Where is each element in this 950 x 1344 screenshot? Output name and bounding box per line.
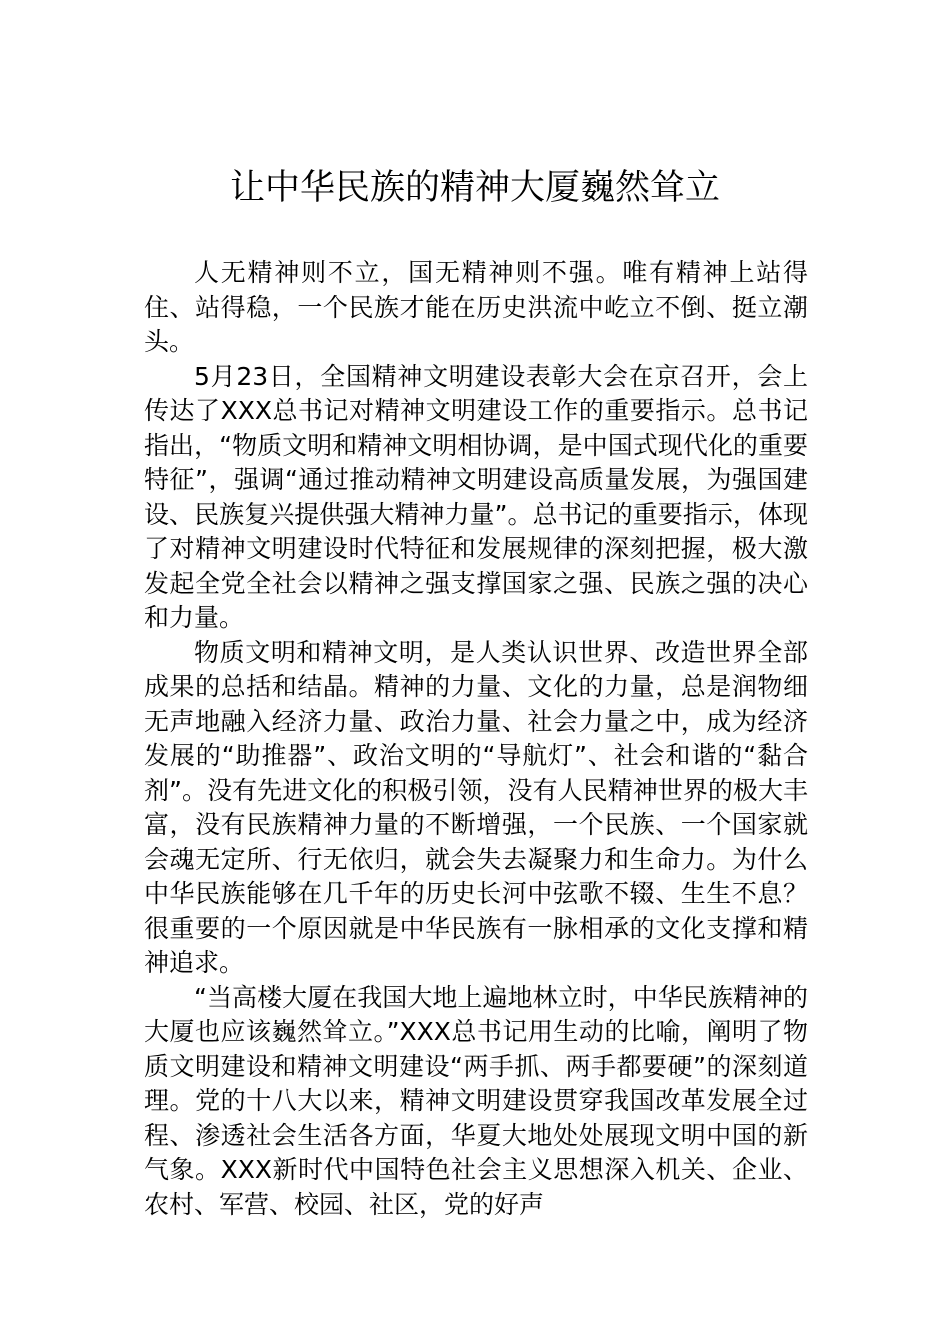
paragraph-4: “当高楼大厦在我国大地上遍地林立时，中华民族精神的大厦也应该巍然耸立。”XXX总书记用生动的比喻，阐明了物质文明建设和精神文明建设“两手抓、两手都要硬”的深刻道理。党的十八大以来，精神文明建设贯穿我国改革发展全过程、渗透社会生活各方面，华夏大地处处展现文明中国的新气象。XXX新时代中国特色社会主义思想深入机关、企业、农村、军营、校园、社区，党的好声 xyxy=(144,982,808,1219)
paragraph-1: 人无精神则不立，国无精神则不强。唯有精神上站得住、站得稳，一个民族才能在历史洪流中屹立不倒、挺立潮头。 xyxy=(144,258,808,356)
paragraph-2: 5月23日，全国精神文明建设表彰大会在京召开，会上传达了XXX总书记对精神文明建设工作的重要指示。总书记指出，“物质文明和精神文明相协调，是中国式现代化的重要特征”，强调“通过推动精神文明建设高质量发展，为强国建设、民族复兴提供强大精神力量”。总书记的重要指示，体现了对精神文明建设时代特征和发展规律的深刻把握，极大激发起全党全社会以精神之强支撑国家之强、民族之强的决心和力量。 xyxy=(144,361,808,632)
document-title: 让中华民族的精神大厦巍然耸立 xyxy=(229,168,720,208)
paragraph-3: 物质文明和精神文明，是人类认识世界、改造世界全部成果的总括和结晶。精神的力量、文化的力量，总是润物细无声地融入经济力量、政治力量、社会力量之中，成为经济发展的“助推器”、政治文明的“导航灯”、社会和谐的“黏合剂”。没有先进文化的积极引领，没有人民精神世界的极大丰富，没有民族精神力量的不断增强，一个民族、一个国家就会魂无定所、行无依归，就会失去凝聚力和生命力。为什么中华民族能够在几千年的历史长河中弦歌不辍、生生不息？很重要的一个原因就是中华民族有一脉相承的文化支撑和精神追求。 xyxy=(144,637,808,977)
document-body xyxy=(144,256,808,1222)
